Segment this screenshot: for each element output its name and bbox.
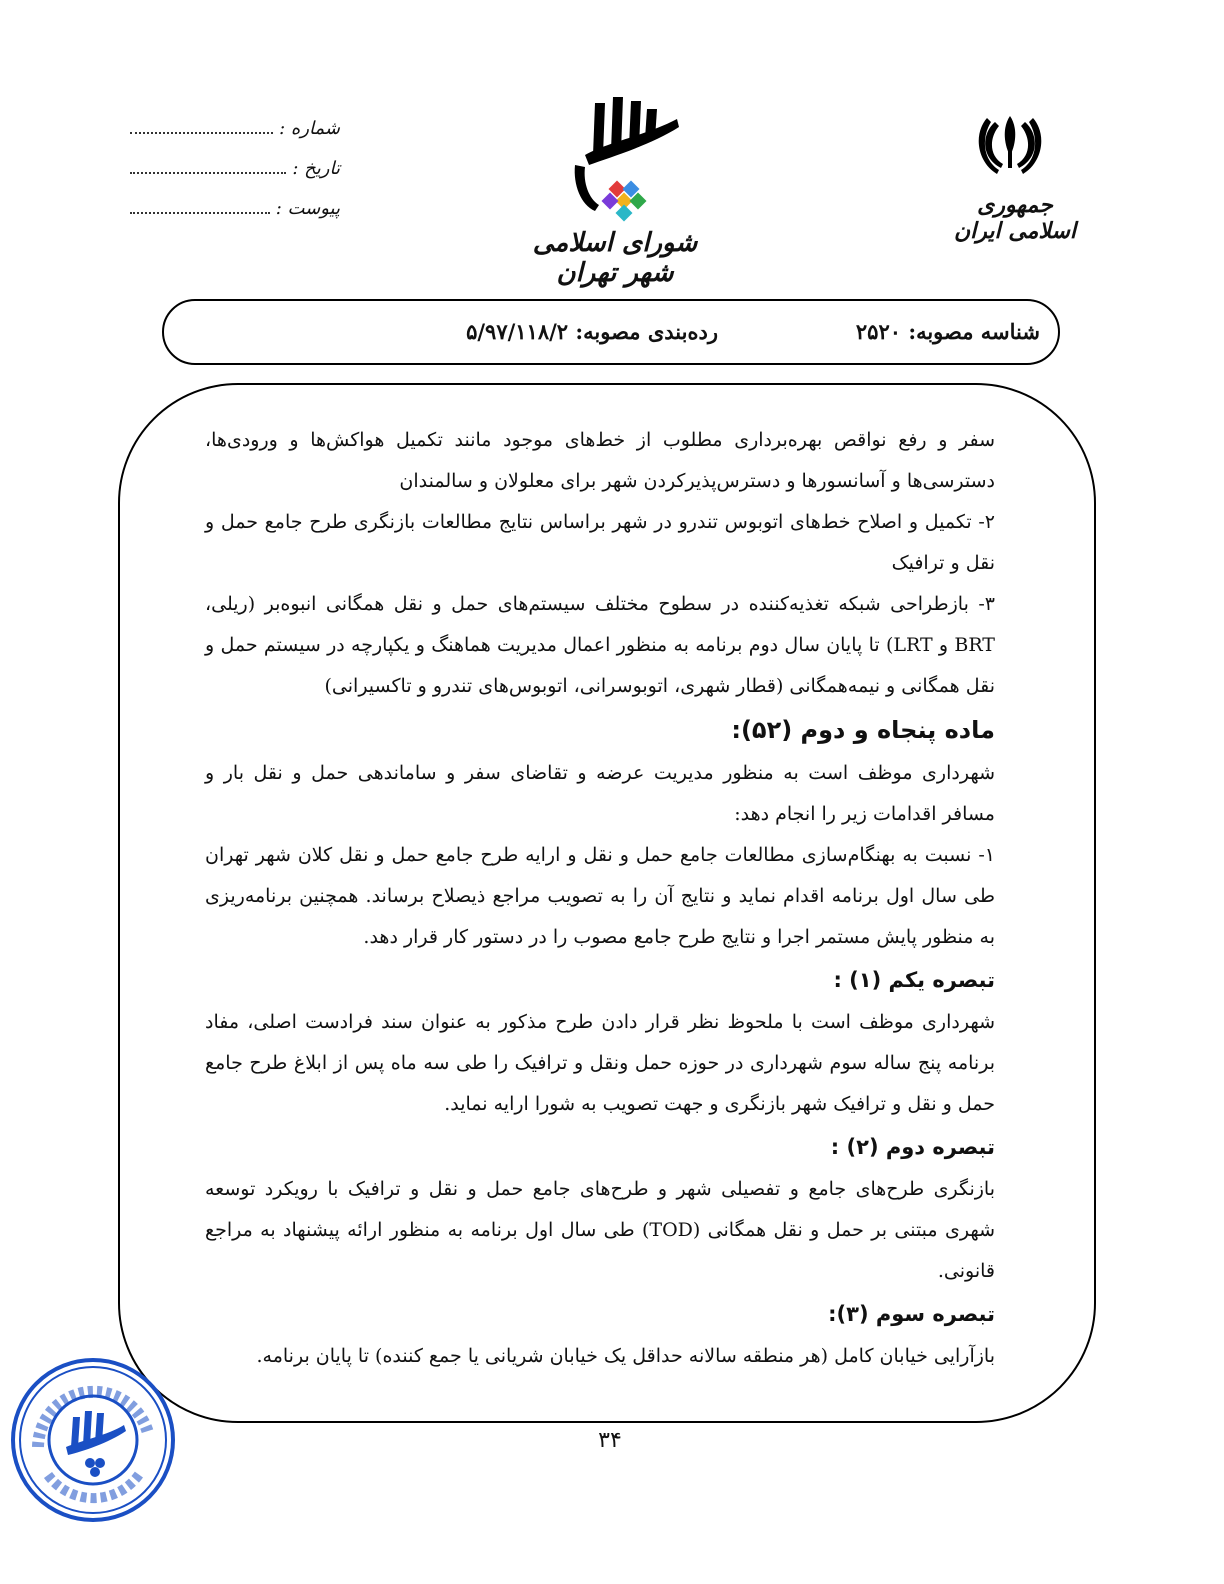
approval-id: شناسه مصوبه: ۲۵۲۰ <box>855 319 1040 344</box>
paragraph: بازنگری طرح‌های جامع و تفصیلی شهر و طرح‌های جامع حمل و نقل و ترافیک با رویکرد توسعه شهری مبتنی بر حمل و نقل همگانی (TOD) طی سال اول برنامه به منظور ارائه پیشنهاد به مراجع قانونی. <box>205 1178 996 1282</box>
meta-attachment-field <box>130 198 270 214</box>
approval-id-bar <box>162 299 1060 365</box>
paragraph: سفر و رفع نواقص بهره‌برداری مطلوب از خط‌های موجود مانند تکمیل هواکش‌ها و ورودی‌ها، دسترسی‌ها و آسانسورها و دسترس‌پذیرکردن شهر برای معلولان و سالمندان <box>205 429 995 492</box>
meta-attachment-label: پیوست : <box>275 198 340 219</box>
letter-meta <box>130 118 340 238</box>
council-logo-icon <box>555 95 685 230</box>
meta-attachment <box>130 198 340 238</box>
article-heading: ماده پنجاه و دوم (۵۲): <box>731 716 995 744</box>
meta-date <box>130 158 340 198</box>
paragraph: ۱- نسبت به بهنگام‌سازی مطالعات جامع حمل و نقل و ارایه طرح جامع حمل و نقل کلان شهر تهران طی سال اول برنامه اقدام نماید و نتایج آن را به تصویب مراجع ذیصلاح برساند. همچنین برنامه‌ریزی به منظور پایش مستمر اجرا و نتایج طرح جامع مصوب را در دستور کار قرار دهد. <box>205 844 995 948</box>
page-number: ۳۴ <box>598 1428 622 1453</box>
meta-number-label: شماره : <box>279 118 340 139</box>
paragraph: شهرداری موظف است به منظور مدیریت عرضه و تقاضای سفر و ساماندهی حمل و نقل بار و مسافر اقدامات زیر را انجام دهد: <box>205 762 995 825</box>
council-stamp-icon <box>8 1355 178 1525</box>
paragraph: بازآرایی خیابان کامل (هر منطقه سالانه حداقل یک خیابان شریانی یا جمع کننده) تا پایان برنامه. <box>256 1345 995 1367</box>
meta-date-label: تاریخ : <box>292 158 340 179</box>
paragraph: ۳- بازطراحی شبکه تغذیه‌کننده در سطوح مختلف سیستم‌های حمل و نقل همگانی انبوه‌بر (ریلی، BRT و LRT) تا پایان سال دوم برنامه به منظور اعمال مدیریت هماهنگ و یکپارچه در سیستم حمل و نقل همگانی و نیمه‌همگانی (قطار شهری، اتوبوسرانی، اتوبوس‌های تندرو و تاکسیرانی) <box>205 593 995 697</box>
document-body <box>205 420 995 1377</box>
meta-number-field <box>130 118 273 134</box>
meta-number <box>130 118 340 158</box>
paragraph: شهرداری موظف است با ملحوظ نظر قرار دادن طرح مذکور به عنوان سند فرادست اصلی، مفاد برنامه پنج ساله سوم شهرداری در حوزه حمل ونقل و ترافیک را طی سه ماه پس از ابلاغ طرح جامع حمل و نقل و ترافیک شهر بازنگری و جهت تصویب به شورا ارایه نماید. <box>205 1011 995 1115</box>
country-name: جمهوری اسلامی ایران <box>953 192 1077 244</box>
iran-emblem-icon <box>975 112 1045 178</box>
approval-classification: رده‌بندی مصوبه: ۵/۹۷/۱۱۸/۲ <box>466 319 718 344</box>
note-heading: تبصره دوم (۲) : <box>830 1135 995 1159</box>
note-heading: تبصره یکم (۱) : <box>833 968 995 992</box>
meta-date-field <box>130 158 286 174</box>
council-name: شورای اسلامی شهر تهران <box>532 228 698 288</box>
note-heading: تبصره سوم (۳): <box>828 1302 995 1326</box>
paragraph: ۲- تکمیل و اصلاح خط‌های اتوبوس تندرو در شهر براساس نتایج مطالعات بازنگری طرح جامع حمل و نقل و ترافیک <box>205 511 995 574</box>
